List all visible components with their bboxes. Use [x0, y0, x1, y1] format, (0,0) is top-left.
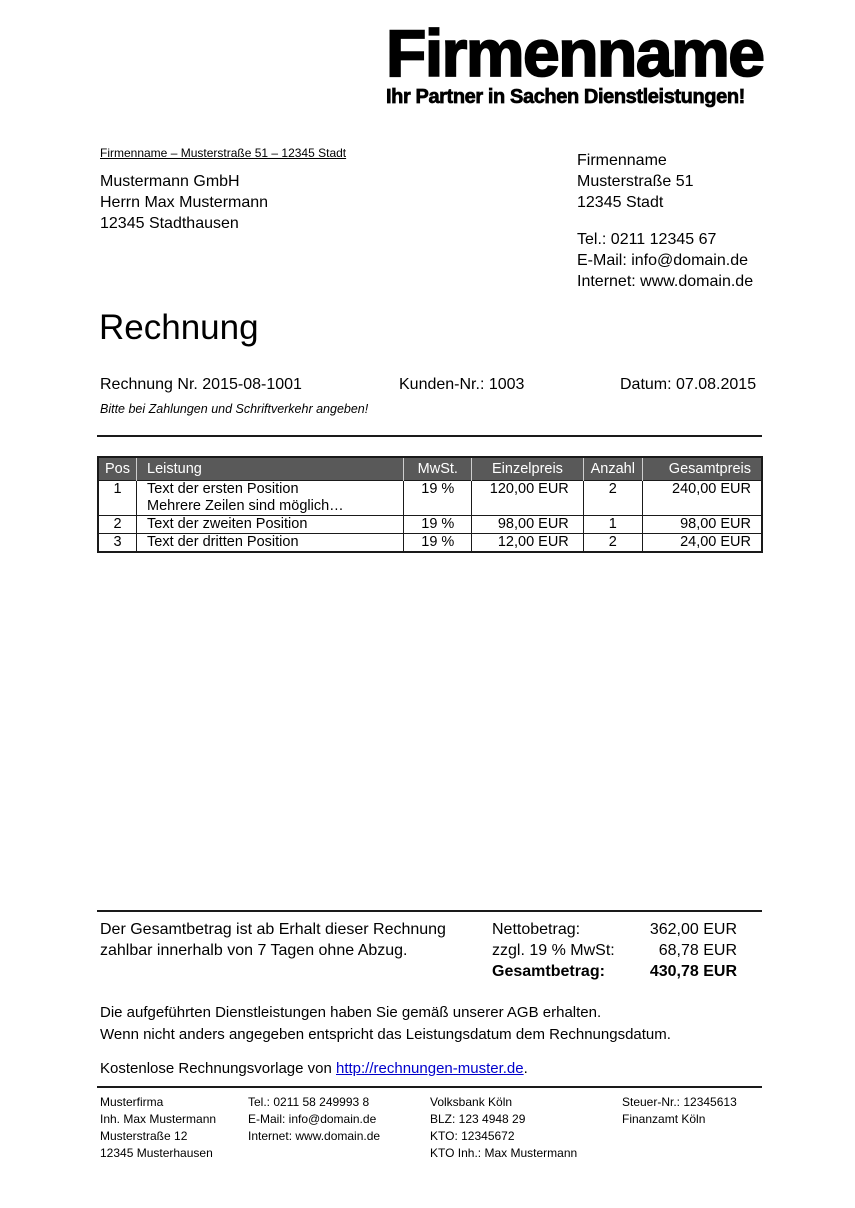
text-line: Internet: www.domain.de — [577, 273, 754, 290]
cell-line: Text der ersten Position — [147, 480, 299, 497]
footer-line: KTO Inh.: Max Mustermann — [430, 1146, 578, 1160]
item-cell — [472, 515, 584, 533]
payment-terms — [100, 919, 446, 961]
footer-column — [100, 1094, 248, 1162]
invoice-date: Datum: 07.08.2015 — [620, 376, 757, 393]
text-line: Tel.: 0211 12345 67 — [577, 231, 717, 248]
item-cell — [404, 515, 472, 533]
column-header: MwSt. — [404, 457, 472, 480]
payment-reference-note: Bitte bei Zahlungen und Schriftverkehr angeben! — [100, 402, 369, 416]
totals-block — [492, 919, 737, 982]
total-label: Gesamtbetrag: — [492, 963, 605, 980]
text-line: 12345 Stadthausen — [100, 215, 239, 232]
cell-line: Mehrere Zeilen sind möglich… — [147, 497, 344, 514]
closing-lines — [100, 1002, 671, 1046]
item-cell — [583, 533, 642, 552]
cell-line: 3 — [113, 533, 122, 550]
item-row — [98, 533, 762, 552]
customer-number: Kunden-Nr.: 1003 — [399, 376, 525, 393]
column-header: Pos — [98, 457, 137, 480]
company-address — [577, 150, 753, 213]
footer-line: KTO: 12345672 — [430, 1129, 515, 1143]
company-info-block — [577, 150, 753, 292]
footer-line: Internet: www.domain.de — [248, 1129, 381, 1143]
footer-line: Musterstraße 12 — [100, 1129, 188, 1143]
footer-line: Finanzamt Köln — [622, 1112, 706, 1126]
text-line: E-Mail: info@domain.de — [577, 252, 748, 269]
invoice-number: Rechnung Nr. 2015-08-1001 — [100, 376, 302, 393]
item-cell — [137, 533, 404, 552]
company-logo — [386, 16, 770, 109]
closing-text — [100, 1002, 671, 1080]
cell-line: 19 % — [421, 480, 455, 497]
total-label: zzgl. 19 % MwSt: — [492, 942, 615, 959]
text-line: 12345 Stadt — [577, 194, 664, 211]
invoice-meta-row — [100, 376, 762, 394]
item-cell — [472, 480, 584, 515]
cell-line: 1 — [608, 515, 617, 532]
footer-line: BLZ: 123 4948 29 — [430, 1112, 526, 1126]
page-title: Rechnung — [99, 308, 259, 347]
template-credit-suffix: . — [523, 1060, 528, 1077]
footer-line: 12345 Musterhausen — [100, 1146, 213, 1160]
column-header: Einzelpreis — [472, 457, 584, 480]
cell-line: 19 % — [421, 533, 455, 550]
cell-line: 12,00 EUR — [497, 533, 569, 550]
item-cell — [583, 480, 642, 515]
item-cell — [404, 480, 472, 515]
invoice-items-table — [97, 456, 763, 553]
item-cell — [642, 480, 762, 515]
cell-line: 19 % — [421, 515, 455, 532]
total-row — [492, 961, 737, 982]
text-line: Musterstraße 51 — [577, 173, 694, 190]
total-value: 362,00 EUR — [649, 921, 737, 938]
text-line: Firmenname — [577, 152, 667, 169]
footer-line: Musterfirma — [100, 1095, 164, 1109]
logo-tagline: Ihr Partner in Sachen Dienstleistungen! — [386, 85, 745, 108]
item-cell — [98, 515, 137, 533]
table-header-row — [98, 457, 762, 480]
divider-totals — [97, 910, 762, 912]
sender-address-line: Firmenname – Musterstraße 51 – 12345 Stadt — [100, 146, 347, 160]
footer-line: Tel.: 0211 58 249993 8 — [248, 1095, 370, 1109]
divider-top — [97, 435, 762, 437]
text-line: Herrn Max Mustermann — [100, 194, 269, 211]
total-value: 430,78 EUR — [649, 963, 737, 980]
item-row — [98, 515, 762, 533]
table-body — [98, 480, 762, 552]
item-cell — [137, 480, 404, 515]
item-cell — [583, 515, 642, 533]
total-value: 68,78 EUR — [658, 942, 737, 959]
cell-line: Text der zweiten Position — [147, 515, 308, 532]
text-line: zahlbar innerhalb von 7 Tagen ohne Abzug. — [100, 942, 408, 959]
total-row — [492, 940, 737, 961]
footer — [100, 1094, 762, 1162]
cell-line: 1 — [113, 480, 122, 497]
item-cell — [642, 533, 762, 552]
footer-line: Inh. Max Mustermann — [100, 1112, 217, 1126]
template-credit-line — [100, 1058, 671, 1080]
total-label: Nettobetrag: — [492, 921, 581, 938]
footer-column — [430, 1094, 622, 1162]
column-header: Anzahl — [583, 457, 642, 480]
table-header — [98, 457, 762, 480]
item-cell — [642, 515, 762, 533]
column-header: Gesamtpreis — [642, 457, 762, 480]
text-line: Wenn nicht anders angegeben entspricht das Leistungsdatum dem Rechnungsdatum. — [100, 1026, 671, 1043]
cell-line: 2 — [608, 533, 617, 550]
text-line: Die aufgeführten Dienstleistungen haben Sie gemäß unserer AGB erhalten. — [100, 1004, 602, 1021]
item-row — [98, 480, 762, 515]
footer-column — [622, 1094, 762, 1162]
template-credit-prefix: Kostenlose Rechnungsvorlage von — [100, 1060, 336, 1077]
recipient-address — [100, 171, 268, 234]
item-cell — [98, 533, 137, 552]
cell-line: 98,00 EUR — [497, 515, 569, 532]
footer-line: Volksbank Köln — [430, 1095, 513, 1109]
footer-line: E-Mail: info@domain.de — [248, 1112, 377, 1126]
footer-line: Steuer-Nr.: 12345613 — [622, 1095, 737, 1109]
text-line: Mustermann GmbH — [100, 173, 240, 190]
item-cell — [137, 515, 404, 533]
text-line: Der Gesamtbetrag ist ab Erhalt dieser Rechnung — [100, 921, 446, 938]
cell-line: 98,00 EUR — [680, 515, 751, 532]
logo-company-name: Firmenname — [386, 16, 764, 90]
footer-column — [248, 1094, 430, 1162]
item-cell — [98, 480, 137, 515]
column-header: Leistung — [137, 457, 404, 480]
divider-footer — [97, 1086, 762, 1088]
template-source-link[interactable]: http://rechnungen-muster.de — [336, 1060, 524, 1077]
cell-line: 120,00 EUR — [489, 480, 569, 497]
cell-line: 2 — [608, 480, 617, 497]
cell-line: 2 — [113, 515, 122, 532]
item-cell — [472, 533, 584, 552]
total-row — [492, 919, 737, 940]
item-cell — [404, 533, 472, 552]
cell-line: Text der dritten Position — [147, 533, 299, 550]
cell-line: 240,00 EUR — [672, 480, 751, 497]
company-contact — [577, 229, 753, 292]
cell-line: 24,00 EUR — [680, 533, 751, 550]
